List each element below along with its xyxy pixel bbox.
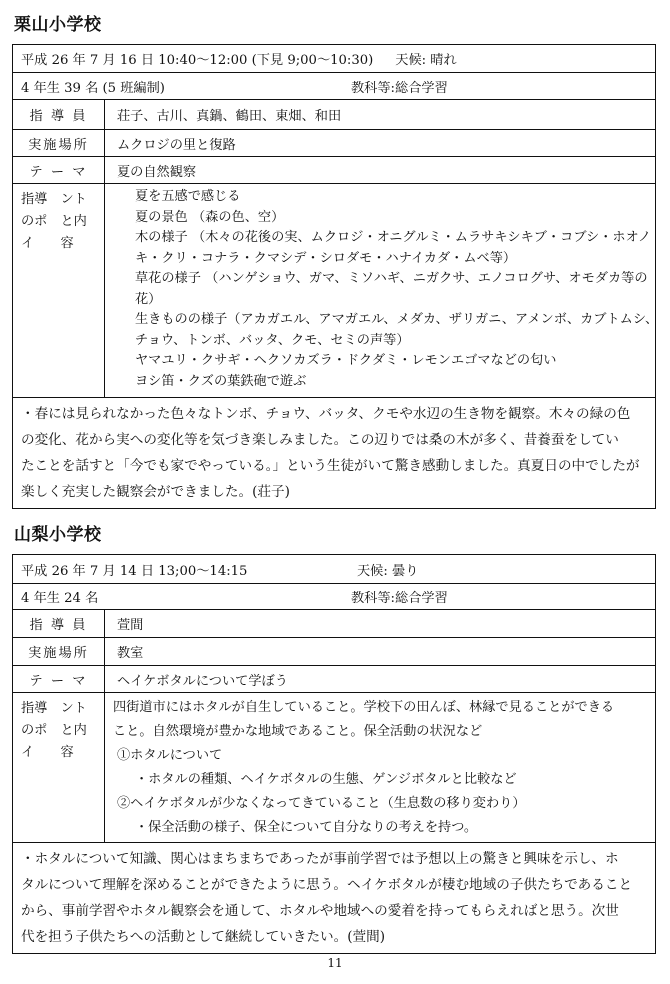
instructor-row [13, 610, 655, 638]
instructor-label: 指 導 員 [13, 100, 105, 129]
school-title: 栗山小学校 [14, 15, 102, 35]
points-content [105, 693, 620, 842]
subject: 教科等:総合学習 [351, 591, 448, 606]
points-line: 草花の様子 （ハンゲショウ、ガマ、ミソハギ、ニガクサ、エノコログサ、オモダカ等の [135, 271, 648, 286]
comment-line: 代を担う子供たちへの活動として継続していきたい。(萱間) [21, 929, 386, 945]
theme-label: テ ー マ [13, 666, 105, 692]
comment-row [13, 398, 655, 508]
instructor-value: 萱間 [117, 618, 144, 633]
location-label: 実施場所 [13, 130, 105, 156]
location-row [13, 638, 655, 666]
points-line: こと。自然環境が豊かな地域であること。保全活動の状況など [113, 724, 483, 739]
points-line: ヨシ笛・クズの葉鉄砲で遊ぶ [135, 373, 307, 389]
comment-row [13, 843, 655, 953]
points-label-line: 指導のポイ [21, 701, 48, 760]
activity-table [12, 44, 659, 509]
points-line: 夏の景色 （森の色、空） [135, 209, 285, 225]
weather: 天候: 曇り [357, 563, 419, 579]
points-line: 夏を五感で感じる [135, 189, 241, 204]
grade-subject-row [13, 73, 655, 100]
points-line: ・ホタルの種類、ヘイケボタルの生態、ゲンジボタルと比較など [135, 772, 517, 787]
theme-row [13, 157, 655, 184]
points-line: 木の様子 （木々の花後の実、ムクロジ・オニグルミ・ムラサキシキブ・コブシ・ホオノ [135, 230, 652, 245]
subject: 教科等:総合学習 [351, 80, 448, 96]
points-line: キ・クリ・コナラ・クマシデ・シロダモ・ハナイカダ・ムベ等） [135, 250, 517, 266]
school-title: 山梨小学校 [14, 525, 102, 545]
theme-row [13, 666, 655, 693]
points-row [13, 693, 655, 843]
points-line: ヤマユリ・クサギ・ヘクソカズラ・ドクダミ・レモンエゴマなどの匂い [135, 353, 557, 368]
theme-value: 夏の自然観察 [117, 164, 197, 180]
weather: 天候: 晴れ [395, 53, 457, 68]
comment-line: たことを話すと「今でも家でやっている。」という生徒がいて驚き感動しました。真夏日の中でしたが [21, 458, 640, 474]
activity-table [12, 554, 656, 954]
points-label-line: ントと内容 [60, 192, 87, 251]
points-line: 花） [135, 291, 162, 307]
points-label [13, 693, 105, 842]
instructor-value: 荘子、古川、真鍋、鶴田、東畑、和田 [117, 109, 342, 124]
points-label-line: 指導のポイ [21, 192, 48, 251]
instructor-row [13, 100, 655, 130]
grade: 4 年生 24 名 [21, 591, 99, 606]
location-value: 教室 [117, 646, 144, 661]
points-line: チョウ、トンボ、バッタ、クモ、セミの声等） [135, 332, 410, 348]
date-time: 平成 26 年 7 月 16 日 10:40～12:00 (下見 9;00～10:30) [21, 53, 374, 68]
points-content [105, 184, 664, 397]
points-line: 四街道市にはホタルが自生していること。学校下の田んぼ、林縁で見ることができる [113, 700, 615, 715]
date-weather-row [13, 555, 655, 584]
points-line: ・保全活動の様子、保全について自分なりの考えを持つ。 [135, 820, 478, 835]
points-line: ②ヘイケボタルが少なくなってきていること（生息数の移り変わり） [117, 796, 526, 811]
date-time: 平成 26 年 7 月 14 日 13;00～14:15 [21, 563, 248, 579]
comment-line: ・ホタルについて知識、関心はまちまちであったが事前学習では予想以上の驚きと興味を示し、ホ [21, 851, 619, 867]
instructor-label: 指 導 員 [13, 610, 105, 637]
theme-value: ヘイケボタルについて学ぼう [117, 673, 288, 689]
points-label [13, 184, 105, 397]
location-label: 実施場所 [13, 638, 105, 665]
theme-label: テ ー マ [13, 157, 105, 183]
grade-subject-row [13, 584, 655, 610]
points-line: 生きものの様子（アカガエル、アマガエル、メダカ、ザリガニ、アメンボ、カブトムシ、 [135, 312, 659, 327]
comment-line: から、事前学習やホタル観察会を通して、ホタルや地域への愛着を持ってもらえればと思う。次世 [21, 903, 619, 919]
comment-content [13, 398, 646, 508]
comment-line: タルについて理解を深めることができたように思う。ヘイケボタルが棲む地域の子供たちであること [21, 877, 633, 893]
points-line: ①ホタルについて [117, 748, 223, 763]
comment-line: 楽しく充実した観察会ができました。(荘子) [21, 484, 290, 500]
comment-content [13, 843, 638, 953]
comment-line: ・春には見られなかった色々なトンボ、チョウ、バッタ、クモや水辺の生き物を観察。木々の緑の色 [21, 406, 631, 422]
date-weather-row [13, 45, 655, 73]
points-row [13, 184, 659, 398]
comment-line: の変化、花から実への変化等を気づき楽しみました。この辺りでは桑の木が多く、昔養蚕をしてい [21, 432, 619, 448]
location-row [13, 130, 655, 157]
grade: 4 年生 39 名 (5 班編制) [21, 80, 165, 96]
points-label-line: ントと内容 [60, 701, 87, 760]
location-value: ムクロジの里と復路 [117, 137, 236, 153]
page-number: 11 [327, 956, 343, 970]
